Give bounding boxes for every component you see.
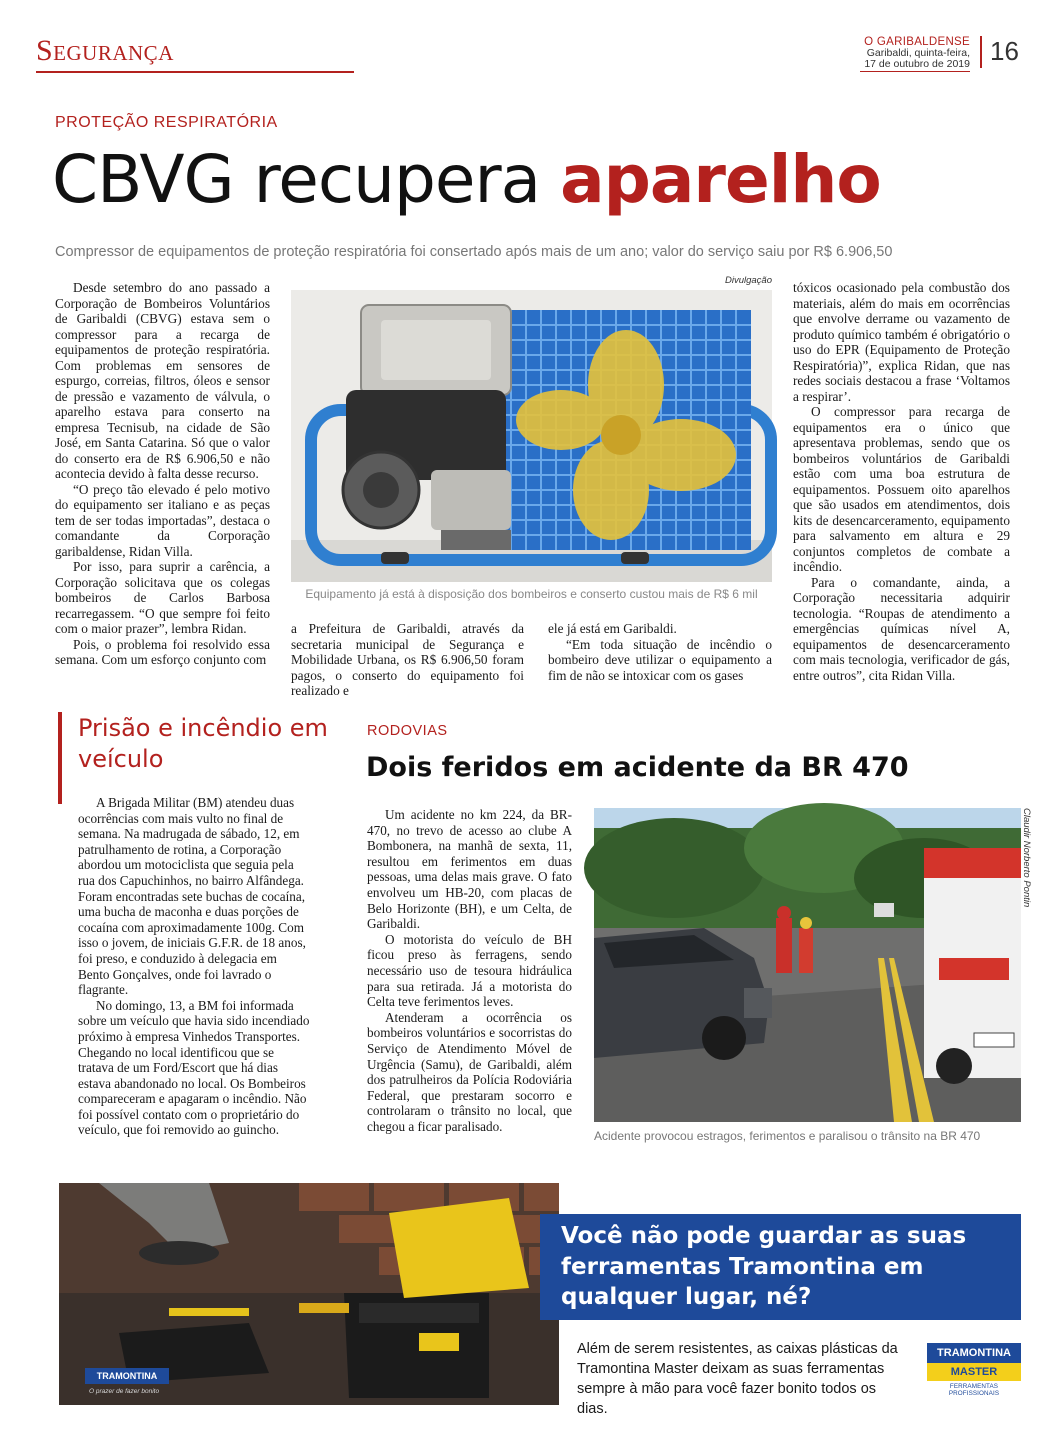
- compressor-photo: [291, 290, 772, 582]
- ad-headline: Você não pode guardar as suas ferramentas Tramontina em qualquer lugar, né?: [561, 1223, 967, 1310]
- paragraph: Por isso, para suprir a carência, a Corporação solicitava que os colegas bombeiros de Carlos Barbosa recarregassem. “O que sempre foi feito com o maior prazer”, lembra Ridan.: [55, 559, 270, 636]
- paragraph: a Prefeitura de Garibaldi, através da secretaria municipal de Segurança e Mobilidade Urbana, os R$ 6.906,50 foram pagos, o conserto do equipamento foi realizado e: [291, 621, 524, 698]
- side-story-headline: Prisão e incêndio em veículo: [78, 714, 328, 773]
- article-kicker: PROTEÇÃO RESPIRATÓRIA: [55, 114, 278, 131]
- paper-name: O GARIBALDENSE: [864, 36, 970, 48]
- headline-black: CBVG recupera: [52, 141, 561, 218]
- logo-top: TRAMONTINA: [927, 1343, 1021, 1363]
- logo-mid: MASTER: [927, 1363, 1021, 1381]
- paragraph: Para o comandante, ainda, a Corporação necessitaria adquirir tecnologia. “Roupas de atendimento a emergências químicas nível A, equipamentos de desencarceramento com mais tecnologia, verificador de gás, entre outros”, cita Ridan Villa.: [793, 574, 1010, 683]
- header-rule-right: [860, 71, 970, 72]
- paragraph: ele já está em Garibaldi.: [548, 621, 677, 636]
- paper-meta: [850, 37, 970, 70]
- paragraph: No domingo, 13, a BM foi informada sobre um veículo que havia sido incendiado próximo à empresa Vinhedos Transportes. Chegando no local identificou que se tratava de um Ford/Escort que há dias estava abandonado no local. Os Bombeiros compareceram e apagaram o incêndio. Não foi possível contato com o proprietário do veículo, que foi removido ao guincho.: [78, 997, 310, 1138]
- paragraph: O motorista do veículo de BH ficou preso às ferragens, sendo necessário uso de tesoura hidráulica para sua retirada. Já a motorista do Celta teve ferimentos leves.: [367, 931, 572, 1010]
- accident-illustration: [594, 808, 1021, 1122]
- article-column-3: [548, 621, 772, 683]
- tramontina-master-logo: [927, 1343, 1021, 1395]
- photo-credit: Divulgação: [725, 275, 772, 286]
- article-kicker: RODOVIAS: [367, 723, 448, 739]
- header-rule: [36, 71, 354, 73]
- headline-red: aparelho: [560, 141, 881, 218]
- article-column-4: [793, 280, 1010, 683]
- paragraph: “O preço tão elevado é pelo motivo do equipamento ser italiano e as peças tem de ser todas importadas”, destaca o comandante da Corporação garibaldense, Ridan Villa.: [55, 481, 270, 559]
- paragraph: tóxicos ocasionado pela combustão dos materiais, além do mais em ocorrências que envolve derrame ou vazamento de produto químico também é obrigatório o uso do EPR (Equipamento de Proteção Respiratória)”, explica Ridan, que nas redes sociais destacou a frase ‘Voltamos a respirar’.: [793, 280, 1010, 404]
- paragraph: Um acidente no km 224, da BR-470, no trevo de acesso ao clube A Bombonera, na manhã de sexta, 11, resultou em ferimentos em duas pessoas, uma delas mais grave. O fato envolveu um HB-20, com placas de Belo Horizonte (BH), e um Celta, de Garibaldi.: [367, 807, 572, 932]
- photo-caption: Acidente provocou estragos, ferimentos e paralisou o trânsito na BR 470: [594, 1129, 981, 1143]
- ad-brand-badge: TRAMONTINA: [85, 1368, 169, 1384]
- ad-body: Além de serem resistentes, as caixas plásticas da Tramontina Master deixam as suas ferramentas sempre à mão para você fazer bonito todos os dias.: [577, 1341, 898, 1417]
- page-number: 16: [990, 36, 1019, 66]
- paragraph: Desde setembro do ano passado a Corporação de Bombeiros Voluntários de Garibaldi (CBVG) estava sem o compressor para a recarga de equipamentos de proteção respiratória. Com problemas em sensores de espurgo, correias, filtros, óleos e sensor de pressão e vazamento de válvula, o aparelho estava para conserto na empresa Tecnisub, na cidade de São José, em Santa Catarina. Só que o valor do conserto era de R$ 6.906,50 e não acontecia devido à falta desse recurso.: [55, 280, 270, 481]
- tramontina-ad[interactable]: [59, 1183, 1021, 1417]
- side-story-bar: [58, 712, 62, 804]
- section-title: Segurança: [36, 34, 174, 67]
- article-headline: [52, 140, 881, 220]
- photo-caption: Equipamento já está à disposição dos bombeiros e conserto custou mais de R$ 6 mil: [305, 587, 758, 601]
- ad-tagline: O prazer de fazer bonito: [89, 1388, 160, 1395]
- paragraph: A Brigada Militar (BM) atendeu duas ocorrências com mais vulto no final de semana. Na madrugada de sábado, 12, em patrulhamento de rotina, a Corporação abordou um motociclista que seguia pela rua dos Capuchinhos, no bairro Alfândega. Foram encontradas sete buchas de cocaína, uma bucha de maconha e duas porções de cocaína com aproximadamente 100g. Com isso o jovem, de iniciais G.F.R. de 18 anos, foi preso, e conduzido à delegacia em Bento Gonçalves, onde foi lavrado o flagrante.: [78, 795, 306, 998]
- date-line-2: 17 de outubro de 2019: [864, 58, 970, 70]
- date-line-1: Garibaldi, quinta-feira,: [866, 47, 970, 59]
- article-column-1: [55, 280, 270, 668]
- paragraph: “Em toda situação de incêndio o bombeiro deve utilizar o equipamento a fim de não se intoxicar com os gases: [548, 636, 772, 683]
- compressor-illustration: [291, 290, 772, 582]
- article-subhead: Compressor de equipamentos de proteção respiratória foi consertado após mais de um ano; valor do serviço saiu por R$ 6.906,50: [55, 244, 893, 260]
- paragraph: Pois, o problema foi resolvido essa semana. Com um esforço conjunto com: [55, 636, 270, 667]
- article-column: [367, 807, 572, 1134]
- photo-credit: Claudir Norberto Pontin: [1021, 808, 1032, 908]
- page-separator: [980, 36, 982, 68]
- article-headline: Dois feridos em acidente da BR 470: [366, 752, 909, 783]
- logo-bottom: FERRAMENTAS PROFISSIONAIS: [948, 1383, 1000, 1397]
- accident-photo: [594, 808, 1021, 1122]
- paragraph: O compressor para recarga de equipamentos era o único que apresentava problemas, sendo que os bombeiros voluntários de Garibaldi estão com uma boa estrutura de equipamentos. Possuem oito aparelhos que são usados em atendimentos, dois kits de desencarceramento, equipamento para salvamento em altura e 29 conjuntos completos de combate a incêndio.: [793, 404, 1010, 574]
- side-story-body: [78, 795, 310, 1138]
- paragraph: Atenderam a ocorrência os bombeiros voluntários e socorristas do Serviço de Atendimento Móvel de Urgência (Samu), de Garibaldi, além dos patrulheiros da Polícia Rodoviária Federal, que prestaram socorro e controlaram o trânsito no local, que chegou a ficar paralisado.: [367, 1009, 572, 1134]
- article-column-2: [291, 621, 524, 699]
